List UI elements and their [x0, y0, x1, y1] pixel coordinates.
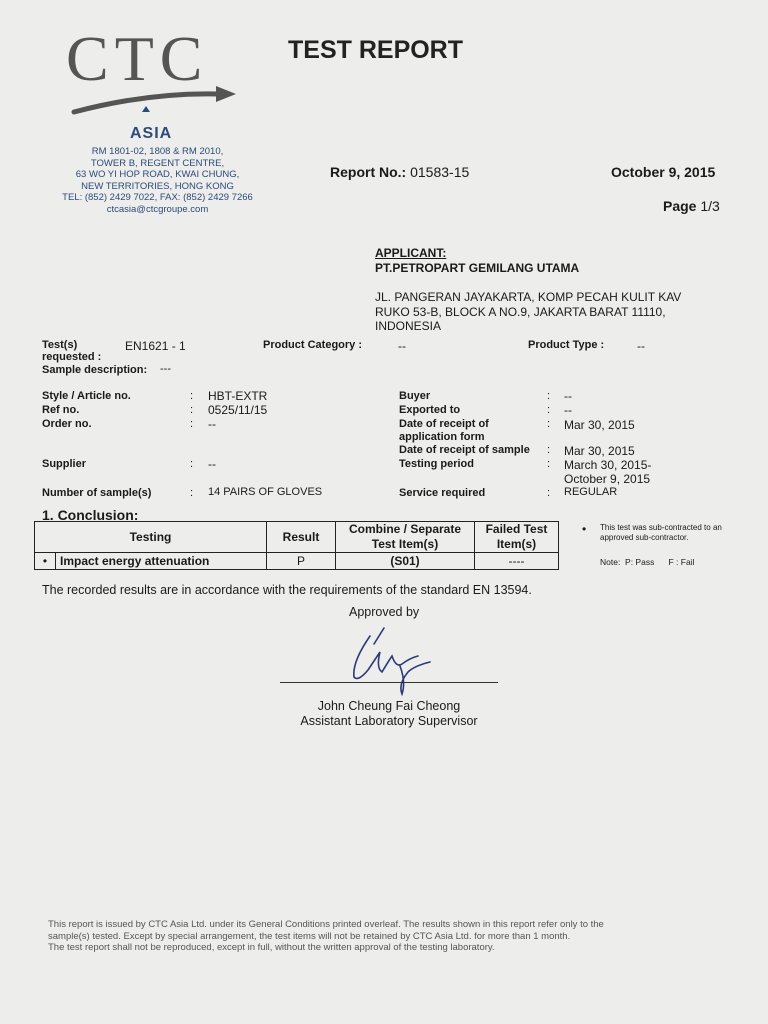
address-line: RM 1801-02, 1808 & RM 2010,	[91, 146, 224, 157]
product-type-value: --	[637, 339, 645, 353]
sample-description-value: ---	[160, 363, 171, 375]
header-line: Item(s)	[496, 537, 537, 551]
row-testing: Impact energy attenuation	[56, 553, 267, 570]
approved-by-label: Approved by	[349, 605, 420, 619]
company-address	[40, 146, 275, 215]
supplier-value: --	[208, 457, 216, 471]
colon-separator: :	[190, 418, 194, 430]
receipt-application-value: Mar 30, 2015	[564, 418, 635, 432]
applicant-address-line: RUKO 53-B, BLOCK A NO.9, JAKARTA BARAT 11110,	[375, 304, 666, 319]
address-line: TEL: (852) 2429 7022, FAX: (852) 2429 7266	[62, 192, 253, 203]
report-date: October 9, 2015	[611, 164, 716, 180]
tests-requested-value: EN1621 - 1	[125, 339, 186, 353]
signer-name: John Cheung Fai Cheong	[317, 699, 461, 713]
colon-separator: :	[547, 390, 551, 402]
samples-value: 14 PAIRS OF GLOVES	[208, 486, 323, 498]
product-category-value: --	[398, 339, 406, 353]
report-title: TEST REPORT	[288, 36, 464, 64]
logo-region: ASIA	[130, 125, 173, 142]
buyer-label: Buyer	[399, 390, 431, 402]
signature-icon	[340, 622, 440, 697]
receipt-sample-label: Date of receipt of sample	[399, 444, 530, 456]
label-line: Date of receipt of	[399, 418, 489, 430]
exported-value: --	[564, 403, 572, 417]
service-label: Service required	[399, 487, 486, 499]
style-label: Style / Article no.	[42, 390, 131, 402]
signature-line	[280, 682, 498, 683]
testing-period-line: October 9, 2015	[564, 472, 651, 486]
report-number	[330, 164, 469, 180]
colon-separator: :	[547, 418, 551, 430]
signer-title: Assistant Laboratory Supervisor	[300, 714, 478, 728]
colon-separator: :	[547, 487, 551, 499]
receipt-application-label	[399, 418, 489, 444]
ref-value: 0525/11/15	[208, 403, 268, 417]
testing-period-value	[564, 458, 651, 486]
header-line: Failed Test	[485, 522, 548, 536]
colon-separator: :	[190, 390, 194, 402]
header-line: Combine / Separate	[348, 522, 462, 536]
label-line: application form	[399, 431, 485, 443]
pass-fail-legend: Note: P: Pass F : Fail	[600, 557, 695, 567]
row-failed: ----	[475, 553, 559, 570]
table-header-row	[35, 522, 559, 553]
report-number-label: Report No.:	[330, 164, 407, 180]
colon-separator: :	[190, 487, 194, 499]
ref-label: Ref no.	[42, 404, 80, 416]
page-value: 1/3	[700, 198, 720, 214]
exported-label: Exported to	[399, 404, 461, 416]
testing-period-label: Testing period	[399, 458, 474, 470]
order-label: Order no.	[42, 418, 92, 430]
address-line: 63 WO YI HOP ROAD, KWAI CHUNG,	[75, 169, 240, 180]
order-value: --	[208, 417, 216, 431]
header-result: Result	[267, 522, 336, 553]
colon-separator: :	[547, 458, 551, 470]
colon-separator: :	[190, 458, 194, 470]
testing-period-line: March 30, 2015-	[564, 458, 652, 472]
colon-separator: :	[547, 444, 551, 456]
note-bullet: •	[582, 522, 587, 536]
label-line: requested :	[42, 351, 102, 363]
header-testing: Testing	[35, 522, 267, 553]
footer-line: This report is issued by CTC Asia Ltd. under its General Conditions printed overleaf. The results shown in this report refer only to the	[48, 919, 604, 930]
conformity-statement: The recorded results are in accordance with the requirements of the standard EN 13594.	[42, 583, 532, 597]
service-value: REGULAR	[564, 486, 618, 498]
product-category-label: Product Category :	[263, 339, 363, 351]
logo-letters: CTC	[66, 23, 209, 94]
address-line: TOWER B, REGENT CENTRE,	[90, 157, 225, 169]
conclusion-heading: 1. Conclusion:	[42, 507, 139, 523]
style-value: HBT-EXTR	[208, 389, 268, 403]
header-failed	[475, 522, 559, 553]
applicant-address	[375, 290, 735, 334]
logo-swoosh-icon	[70, 80, 240, 120]
colon-separator: :	[190, 404, 194, 416]
header-combine	[336, 522, 475, 553]
subcontract-note: This test was sub-contracted to an approved sub-contractor.	[600, 523, 722, 542]
table-row	[35, 553, 559, 570]
signer-block	[280, 699, 498, 729]
footer-disclaimer	[48, 919, 728, 954]
label-line: Test(s)	[42, 339, 78, 351]
product-type-label: Product Type :	[528, 339, 605, 351]
footer-line: The test report shall not be reproduced, except in full, without the written approval of the testing laboratory.	[48, 942, 495, 953]
sample-description-label: Sample description:	[42, 364, 148, 376]
buyer-value: --	[564, 389, 572, 403]
page-label: Page	[663, 198, 697, 214]
applicant-heading: APPLICANT:	[375, 246, 447, 260]
row-result: P	[267, 553, 336, 570]
applicant-name: PT.PETROPART GEMILANG UTAMA	[375, 261, 580, 275]
samples-label: Number of sample(s)	[42, 487, 152, 499]
tests-requested-label	[42, 339, 101, 363]
conclusion-table	[34, 521, 559, 570]
receipt-sample-value: Mar 30, 2015	[564, 444, 635, 458]
header-line: Test Item(s)	[371, 537, 439, 551]
footer-line: sample(s) tested. Except by special arrangement, the test items will not be retained by CTC Asia Ltd. for more than 1 month.	[48, 930, 571, 942]
row-bullet: •	[35, 553, 56, 570]
row-combine: (S01)	[336, 553, 475, 570]
report-number-value: 01583-15	[410, 164, 470, 180]
applicant-address-line: JL. PANGERAN JAYAKARTA, KOMP PECAH KULIT KAV	[375, 290, 682, 304]
page-indicator	[663, 198, 720, 214]
address-line: NEW TERRITORIES, HONG KONG	[81, 180, 234, 192]
supplier-label: Supplier	[42, 458, 87, 470]
address-email: ctcasia@ctcgroupe.com	[106, 203, 209, 215]
colon-separator: :	[547, 404, 551, 416]
applicant-address-line: INDONESIA	[375, 319, 442, 333]
